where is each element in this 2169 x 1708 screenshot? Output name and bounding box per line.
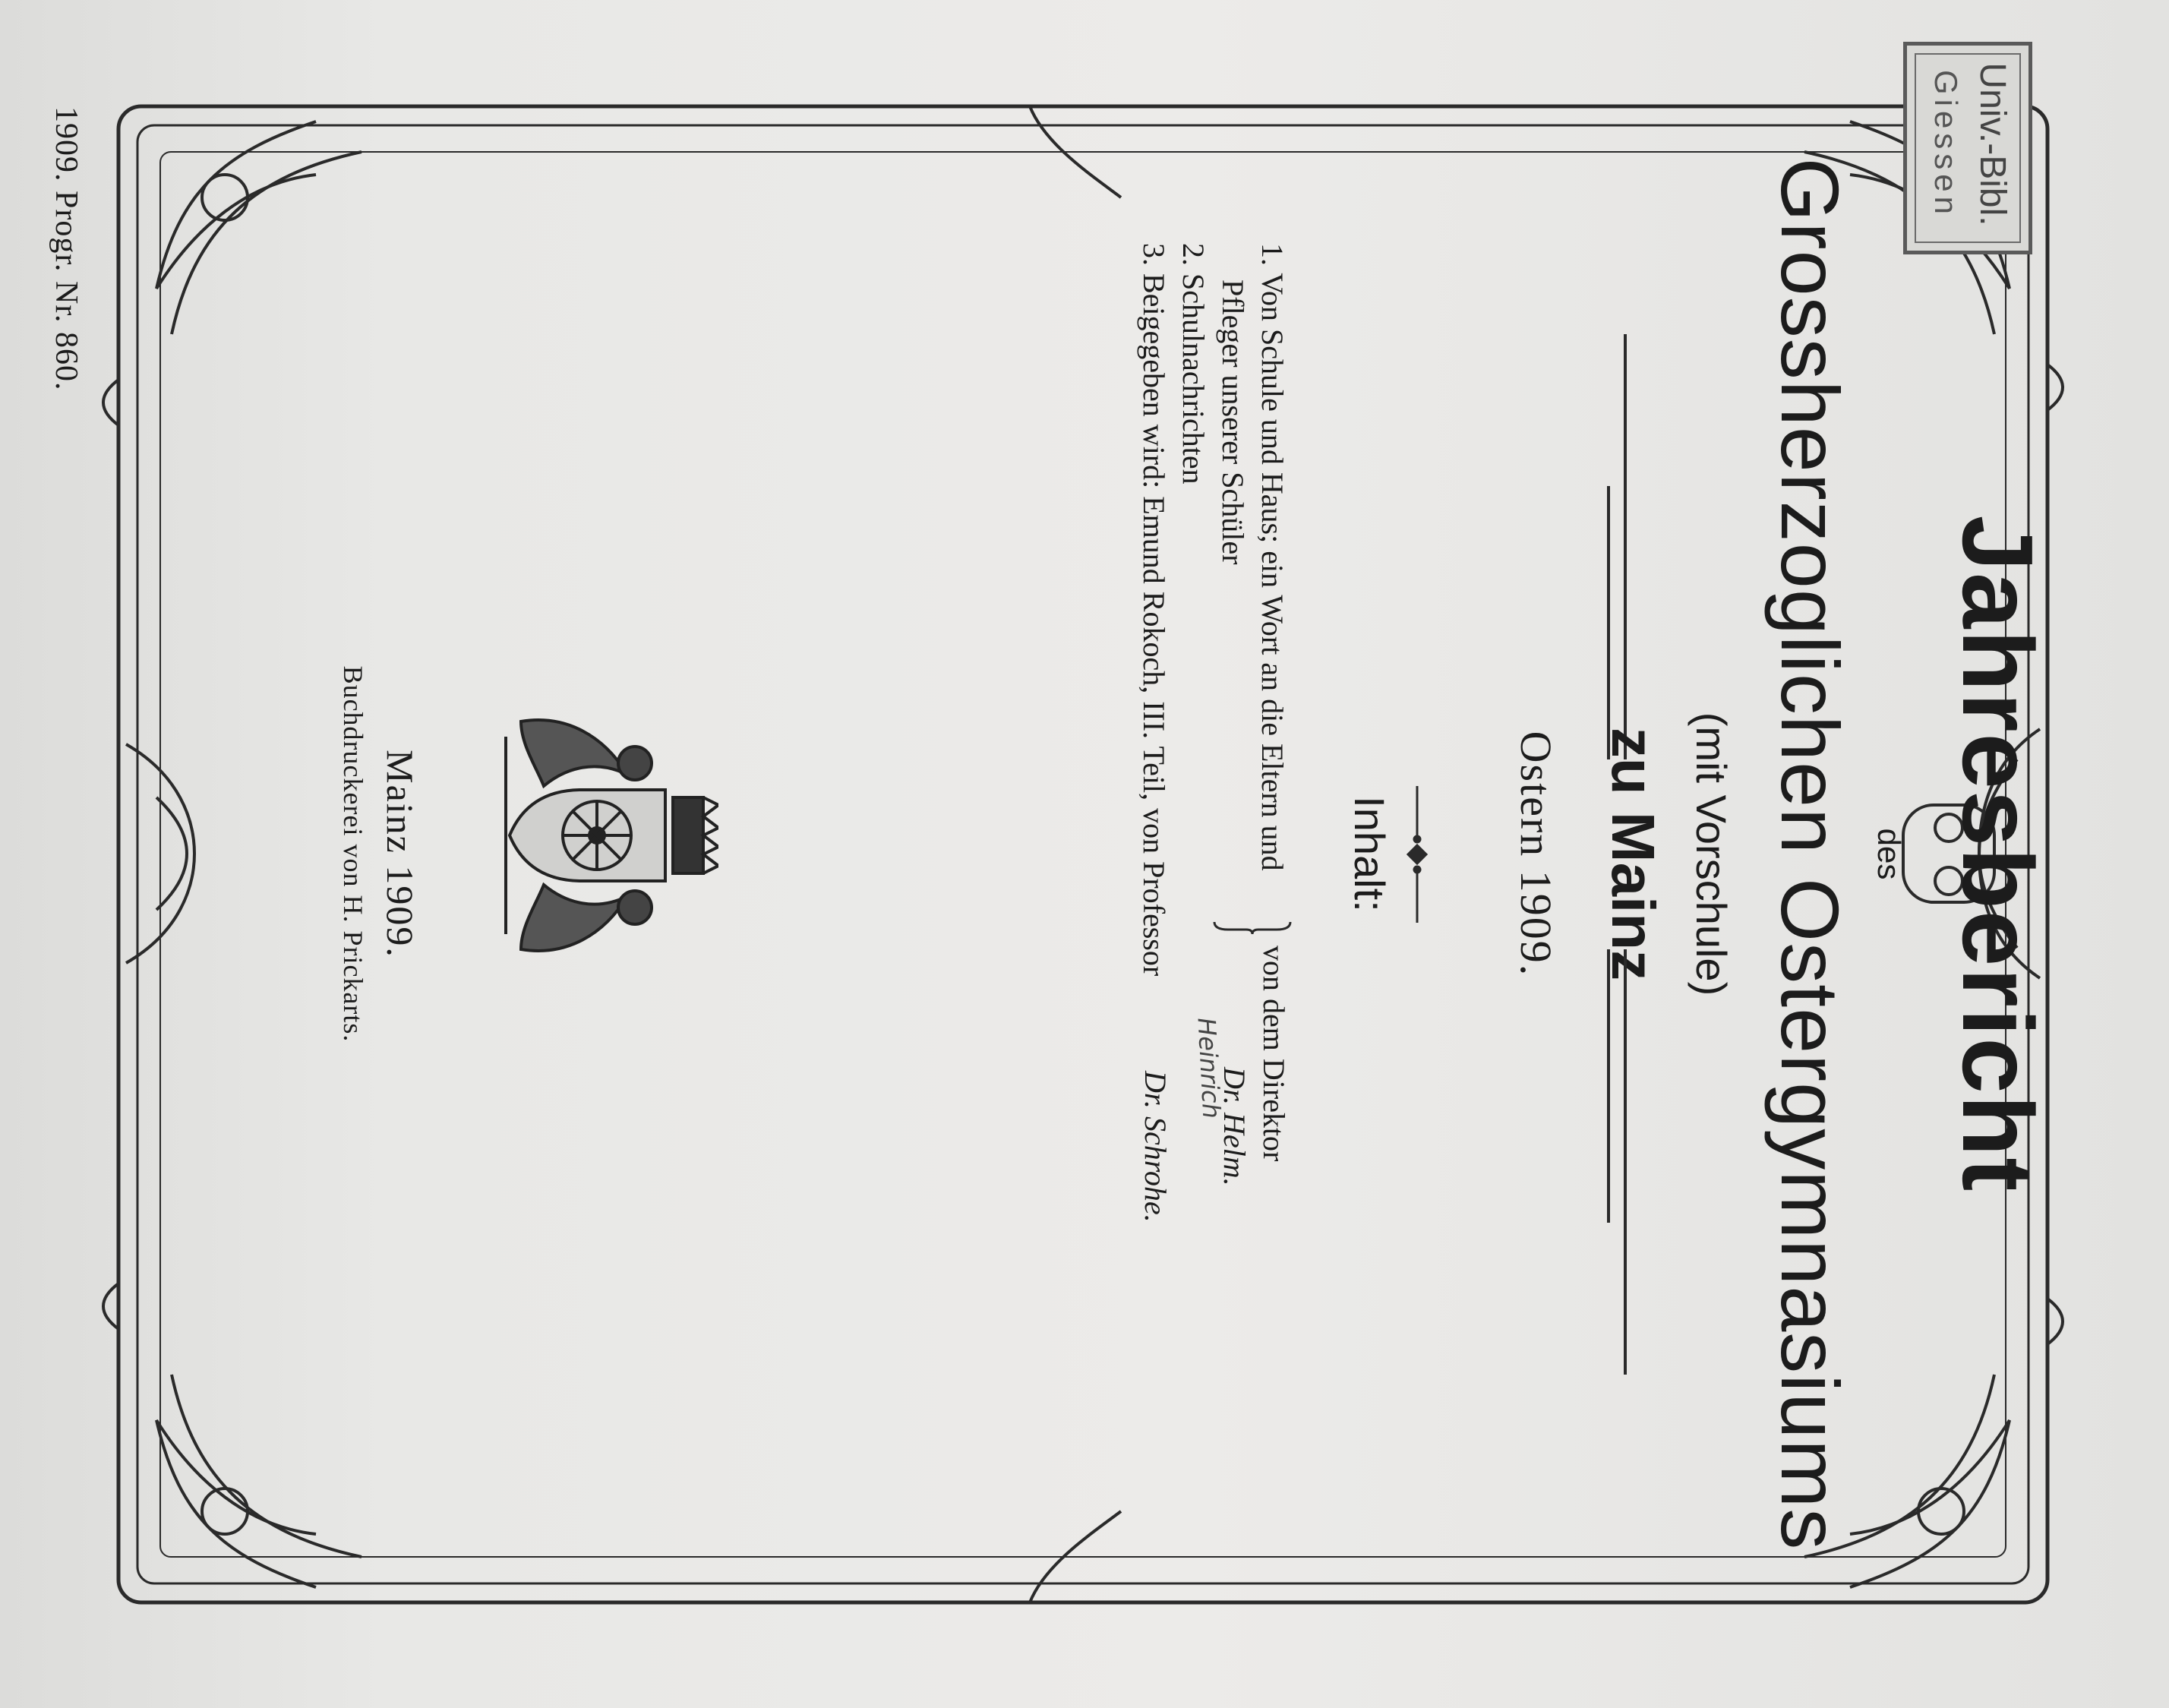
rule-right-long	[1624, 949, 1627, 1375]
document-title: Jahresbericht	[1942, 515, 2054, 1193]
toc-item-2	[1173, 243, 1213, 485]
imprint-printer: Buchdruckerei von H. Prickarts.	[338, 665, 368, 1043]
separator-ornament	[1408, 786, 1426, 923]
toc-text: Von Schule und Haus; ein Wort an die Eltern und	[1255, 273, 1290, 871]
catalog-note: 1909. Progr. Nr. 860.	[49, 106, 84, 391]
title-connector: des	[1871, 828, 1907, 880]
rule-right-short	[1607, 949, 1610, 1223]
toc-number: 3.	[1137, 243, 1171, 266]
toc-number: 1.	[1255, 243, 1290, 266]
contents-heading: Inhalt:	[1346, 796, 1394, 912]
imprint-place: Mainz 1909.	[379, 750, 421, 958]
toc-item-1	[1252, 243, 1292, 871]
toc-text: Schulnachrichten	[1176, 273, 1211, 485]
brace-icon	[1213, 919, 1292, 936]
stamp-line-1: Univ.-Bibl.	[1972, 62, 2013, 226]
handwritten-note: Heinrich	[1192, 1017, 1227, 1119]
city-row	[1577, 0, 1668, 1708]
school-name: Grossherzoglichen Ostergymnasiums	[1764, 157, 1856, 1551]
toc-text: Beigegeben wird: Emund Rokoch, III. Teil, von Professor	[1137, 273, 1171, 977]
coat-of-arms-icon	[491, 691, 718, 980]
toc-number: 2.	[1176, 243, 1211, 266]
city-name: zu Mainz	[1599, 727, 1667, 981]
attribution-helm: Dr. Helm.	[1217, 1067, 1252, 1186]
attribution-director: von dem Direktor	[1257, 946, 1291, 1162]
school-subtitle: (mit Vorschule)	[1688, 712, 1735, 996]
stamp-line-2: Giessen	[1928, 69, 1964, 219]
attribution-schrohe: Dr. Schrohe.	[1138, 1071, 1173, 1223]
publication-date: Ostern 1909.	[1511, 731, 1561, 977]
library-stamp	[1903, 42, 2032, 254]
toc-item-1-continuation: Pfleger unserer Schüler	[1216, 279, 1250, 565]
toc-item-3	[1134, 243, 1173, 976]
